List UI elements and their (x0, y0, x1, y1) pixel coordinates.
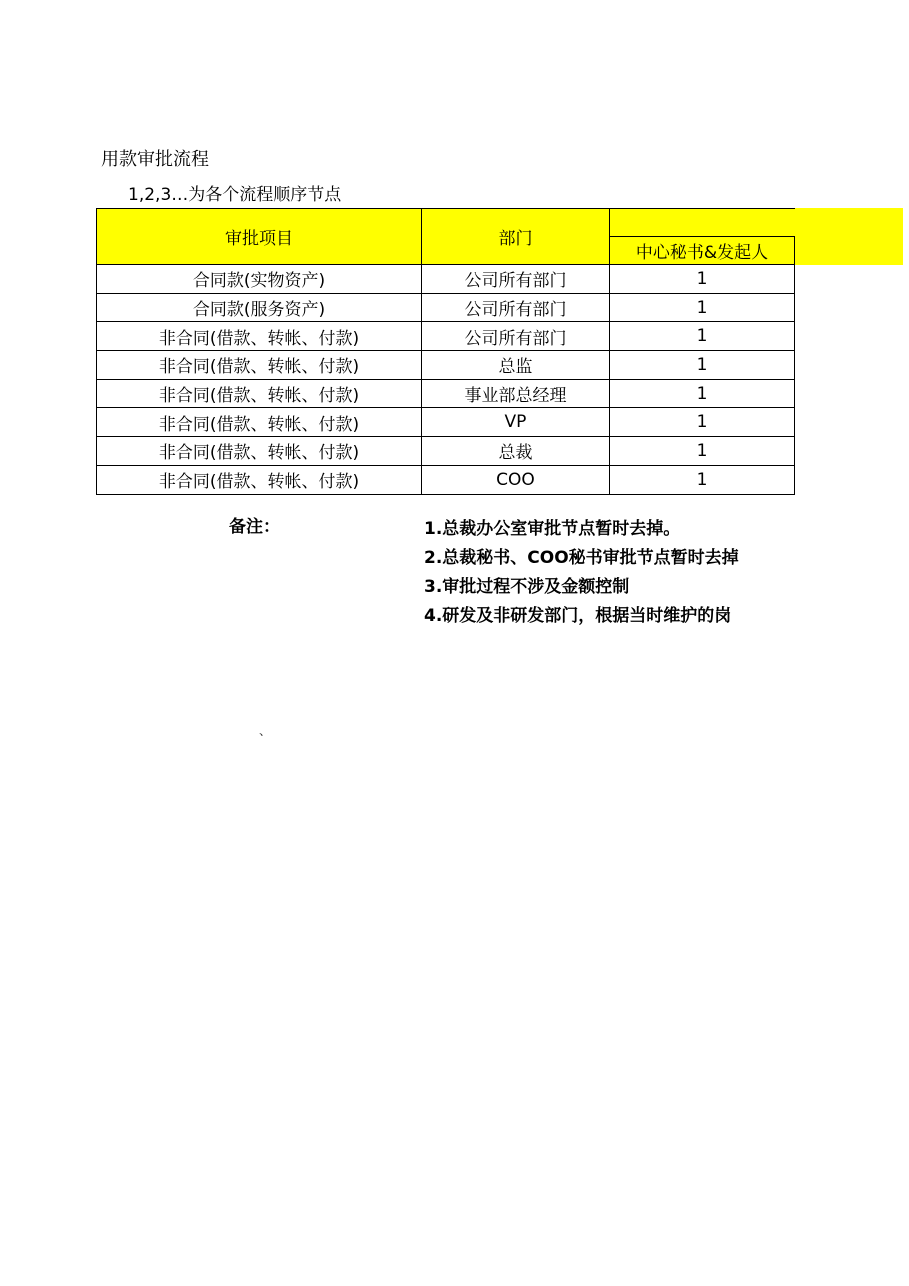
cell-node-order[interactable]: 1 (610, 322, 795, 351)
table-row (97, 265, 795, 294)
cell-approval-item[interactable]: 合同款(服务资产) (97, 293, 422, 322)
cell-approval-item[interactable]: 非合同(借款、转帐、付款) (97, 437, 422, 466)
cell-approval-item[interactable]: 合同款(实物资产) (97, 265, 422, 294)
table-row (97, 408, 795, 437)
cell-node-order[interactable]: 1 (610, 408, 795, 437)
sheet-title: 用款审批流程 (101, 149, 209, 170)
table-row (97, 293, 795, 322)
cell-node-order[interactable]: 1 (610, 265, 795, 294)
cell-approval-item[interactable]: 非合同(借款、转帐、付款) (97, 379, 422, 408)
cell-department[interactable]: 公司所有部门 (422, 293, 610, 322)
cell-approval-item[interactable]: 非合同(借款、转帐、付款) (97, 351, 422, 380)
cell-node-order[interactable]: 1 (610, 293, 795, 322)
cell-department[interactable]: 公司所有部门 (422, 322, 610, 351)
cell-node-order[interactable]: 1 (610, 437, 795, 466)
cell-approval-item[interactable]: 非合同(借款、转帐、付款) (97, 322, 422, 351)
note-item[interactable]: 3.审批过程不涉及金额控制 (424, 577, 630, 597)
cell-department[interactable]: 公司所有部门 (422, 265, 610, 294)
note-item[interactable]: 4.研发及非研发部门，根据当时维护的岗 (424, 606, 732, 626)
table-row (97, 379, 795, 408)
cell-node-order[interactable]: 1 (610, 379, 795, 408)
note-item[interactable]: 2.总裁秘书、COO秘书审批节点暂时去掉 (424, 548, 739, 568)
notes-list (424, 515, 794, 631)
cell-department[interactable]: 总裁 (422, 437, 610, 466)
notes-label: 备注： (229, 517, 280, 537)
sheet-subtitle: 1,2,3…为各个流程顺序节点 (128, 185, 342, 205)
table-row (97, 465, 795, 494)
stray-mark: 、 (259, 724, 272, 738)
table-row (97, 437, 795, 466)
header-node-secretary-initiator[interactable]: 中心秘书&发起人 (610, 237, 795, 265)
cell-department[interactable]: COO (422, 465, 610, 494)
cell-department[interactable]: VP (422, 408, 610, 437)
cell-department[interactable]: 事业部总经理 (422, 379, 610, 408)
table-row (97, 322, 795, 351)
header-node-group[interactable] (610, 209, 795, 237)
cell-department[interactable]: 总监 (422, 351, 610, 380)
cell-node-order[interactable]: 1 (610, 351, 795, 380)
cell-approval-item[interactable]: 非合同(借款、转帐、付款) (97, 408, 422, 437)
approval-table-container (96, 208, 794, 496)
cell-node-order[interactable]: 1 (610, 465, 795, 494)
header-fill-overflow (794, 208, 903, 265)
table-row (97, 351, 795, 380)
note-item[interactable]: 1.总裁办公室审批节点暂时去掉。 (424, 519, 681, 539)
cell-approval-item[interactable]: 非合同(借款、转帐、付款) (97, 465, 422, 494)
header-approval-item[interactable]: 审批项目 (97, 209, 422, 265)
header-department[interactable]: 部门 (422, 209, 610, 265)
approval-table (96, 208, 795, 495)
